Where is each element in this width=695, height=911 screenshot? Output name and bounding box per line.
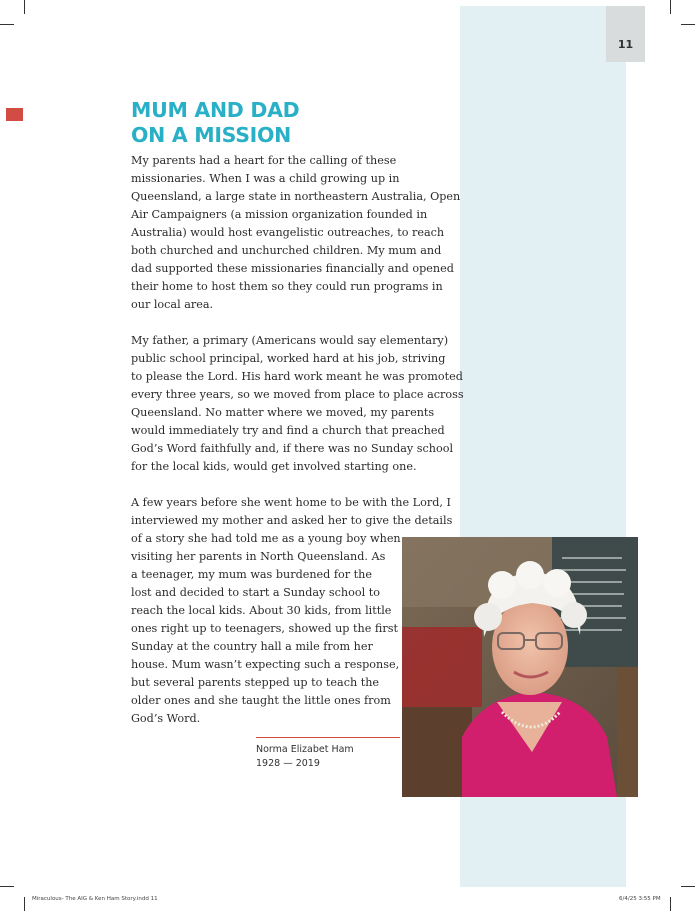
text-line: Air Campaigners (a mission organization founded in	[131, 208, 428, 221]
text-line: every three years, so we moved from place to place across	[131, 388, 464, 401]
portrait-illustration	[402, 537, 638, 797]
text-line: for the local kids, would get involved starting one.	[131, 460, 417, 473]
text-line: Queensland. No matter where we moved, my parents	[131, 406, 435, 419]
article-title	[131, 98, 299, 148]
text-line: to please the Lord. His hard work meant he was promoted	[131, 370, 463, 383]
text-line: missionaries. When I was a child growing up in	[131, 172, 400, 185]
text-line: house. Mum wasn’t expecting such a response,	[131, 658, 400, 671]
crop-mark	[0, 886, 14, 887]
caption-rule	[256, 737, 400, 738]
text-line: would immediately try and find a church that preached	[131, 424, 445, 437]
text-line: My father, a primary (Americans would say elementary)	[131, 334, 449, 347]
caption-name: Norma Elizabet Ham	[256, 744, 354, 755]
page-number: 11	[617, 38, 634, 51]
text-line: our local area.	[131, 298, 214, 311]
photo-caption	[256, 743, 354, 771]
text-line: dad supported these missionaries financially and opened	[131, 262, 454, 275]
title-line: MUM AND DAD	[131, 98, 300, 122]
crop-mark	[670, 897, 671, 911]
paragraph-1	[131, 152, 460, 314]
text-line: Sunday at the country hall a mile from her	[131, 640, 373, 653]
crop-mark	[24, 0, 25, 14]
text-line: God’s Word faithfully and, if there was no Sunday school	[131, 442, 454, 455]
text-line: ones right up to teenagers, showed up the first	[131, 622, 398, 635]
text-line: visiting her parents in North Queensland. As	[131, 550, 386, 563]
text-line: reach the local kids. About 30 kids, from little	[131, 604, 392, 617]
text-line: a teenager, my mum was burdened for the	[131, 568, 372, 581]
caption-years: 1928 — 2019	[256, 758, 320, 769]
text-line: My parents had a heart for the calling of these	[131, 154, 397, 167]
text-line: Australia) would host evangelistic outreaches, to reach	[131, 226, 445, 239]
text-line: older ones and she taught the little ones from	[131, 694, 391, 707]
text-line: Queensland, a large state in northeastern Australia, Open	[131, 190, 461, 203]
text-line: but several parents stepped up to teach the	[131, 676, 380, 689]
page-number-tab	[606, 6, 645, 62]
crop-mark	[681, 24, 695, 25]
text-line: God’s Word.	[131, 712, 201, 725]
text-line: their home to host them so they could run programs in	[131, 280, 443, 293]
text-line: lost and decided to start a Sunday school to	[131, 586, 380, 599]
paragraph-2	[131, 332, 464, 476]
text-line: A few years before she went home to be with the Lord, I	[131, 496, 451, 509]
crop-mark	[0, 24, 14, 25]
crop-mark	[670, 0, 671, 14]
text-line: both churched and unchurched children. My mum and	[131, 244, 442, 257]
slug-file: Miraculous- The AIG & Ken Ham Story.indd 11	[32, 896, 158, 902]
text-line: public school principal, worked hard at his job, striving	[131, 352, 446, 365]
crop-mark	[681, 886, 695, 887]
text-line: of a story she had told me as a young boy when	[131, 532, 401, 545]
portrait-photo	[402, 537, 638, 797]
text-line: interviewed my mother and asked her to give the details	[131, 514, 453, 527]
section-marker	[6, 108, 23, 121]
slug-datetime: 6/4/25 3:55 PM	[619, 896, 661, 902]
crop-mark	[24, 897, 25, 911]
title-line: ON A MISSION	[131, 123, 291, 147]
